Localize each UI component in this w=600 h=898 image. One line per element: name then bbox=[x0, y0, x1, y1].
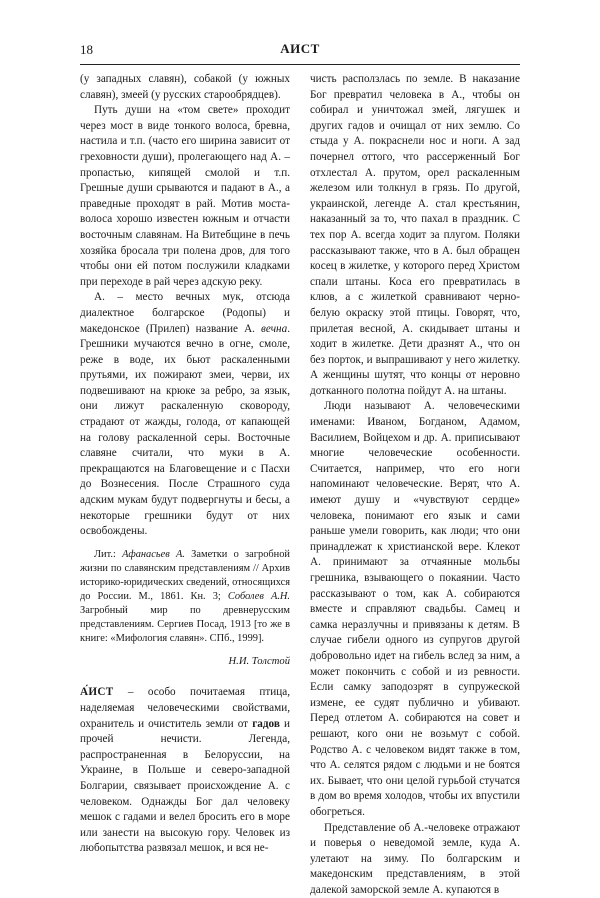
entry-paragraph: А́ИСТ – особо почитаемая птица, наделяемая человеческими свойствами, охранитель и очиститель земли от гадов и прочей нечисти. Легенда, распространенная в Белоруссии, на Украине, в Польше и северо-западной Болгарии, связывает происхождение А. с человеком. Однажды Бог дал человеку мешок с гадами и велел бросить его в море или занести на высокую гору. Человек из любопытства развязал мешок, и вся не- bbox=[80, 685, 290, 857]
cross-reference: гадов bbox=[252, 718, 280, 730]
paragraph: Люди называют А. человеческими именами: Иваном, Богданом, Адамом, Василием, Войцехом и др. А. приписывают многие человеческие особенности. Считается, например, что его ноги напоминают человеческие. Верят, что А. имеют душу и «чувствуют сердце» человека, понимают его язык и сами раньше умели говорить, как люди; что они принадлежат к христианской вере. Клекот А. принимают за отчаянные мольбы грешника, взывающего о покаянии. Часто рассказывают о том, как А. собираются вместе и справляют свадьбы. Самец и самка неразлучны и привязаны к детям. В случае гибели одного из супругов другой добровольно идет на гибель вслед за ним, а может покончить с собой и из ревности. Если самку заподозрят в супружеской измене, ее судят публично и убивают. Перед отлетом А. собираются на совет и решают, кого они не возьмут с собой. Родство А. с человеком видят также в том, что А. селятся рядом с людьми и не боятся их. Бывает, что они целой гурьбой стучатся в дом во время холодов, чтобы их впустили обогреться. bbox=[310, 399, 520, 820]
paragraph: А. – место вечных мук, отсюда диалектное болгарское (Родопы) и македонское (Прилеп) название А. вечна. Грешники мучаются вечно в огне, смоле, реже в воде, их бьют раскаленными прутьями, их пожирают змеи, черви, их подвешивают на крюке за ребро, за язык, они лижут раскаленную сковороду, страдают от жажды, голода, от капающей на голову раскаленной серы. Восточные славяне считали, что муки в А. прекращаются на Благовещение и с Пасхи до Вознесения. После Страшного суда адским мукам будут подвергнуты и бесы, а некоторые грешники будут от них освобождены. bbox=[80, 290, 290, 540]
entry-gap bbox=[80, 669, 290, 685]
paragraph: (у западных славян), собакой (у южных славян), змеей (у русских старообрядцев). bbox=[80, 72, 290, 103]
literature-block: Лит.: Афанасьев А. Заметки о загробной жизни по славянским представлениям // Архив историко-юридических сведений, относящихся до России. М., 1861. Кн. 3; Соболев А.Н. Загробный мир по древнерусским представлениям. Сергиев Посад, 1913 [то же в книге: «Мифология славян». СПб., 1999]. bbox=[80, 548, 290, 646]
paragraph: Путь души на «том свете» проходит через мост в виде тонкого волоса, бревна, настила и т.п. (часто его ширина зависит от греховности души), пролегающего над А. – пропастью, кипящей смолой и т.п. Грешные души срываются и падают в А., а праведные проходят в рай. Мотив моста-волоса хорошо известен южным и отчасти восточным славянам. На Витебщине в печь хозяйка бросала три полена дров, для того чтобы они ей потом послужили кладками при переходе в рай через адскую реку. bbox=[80, 103, 290, 290]
page-number: 18 bbox=[80, 42, 93, 58]
left-column bbox=[80, 72, 290, 857]
right-column bbox=[310, 72, 520, 898]
entry-headword: А́ИСТ bbox=[80, 686, 114, 698]
paragraph: чисть расползлась по земле. В наказание Бог превратил человека в А., чтобы он собирал и уничтожал змей, лягушек и других гадов и очищал от них землю. Со стыда у А. покраснели нос и ноги. А зад почернел оттого, что рассерженный Бог отхлестал А. прутом, орел раскаленным железом или толкнул в грязь. По другой, украинской, легенде А. стал крестьянин, наказанный за то, что пахал в праздник. С тех пор А. всегда ходит за плугом. Поляки рассказывают также, что в А. был обращен косец в жилетке, у которого перед Христом спали штаны. Коса его превратилась в клюв, а с жилеткой сравнивают черно-белую окраску этой птицы. Говорят, что, прилетая весной, А. скидывает штаны и ходит в жилетке. Дети дразнят А., что он без порток, и выпрашивают у него жилетку. А женщины шутят, что концы от неровно дотканного полотна пойдут А. на штаны. bbox=[310, 72, 520, 399]
paragraph: Представление об А.-человеке отражают и поверья о неведомой земле, куда А. улетают на зиму. По болгарским и македонским представлениям, в этой далекой заморской земле А. купаются в bbox=[310, 821, 520, 898]
page-header bbox=[80, 40, 520, 62]
author-signature: Н.И. Толстой bbox=[80, 654, 290, 670]
header-rule bbox=[80, 64, 520, 65]
running-head: АИСТ bbox=[80, 41, 520, 57]
